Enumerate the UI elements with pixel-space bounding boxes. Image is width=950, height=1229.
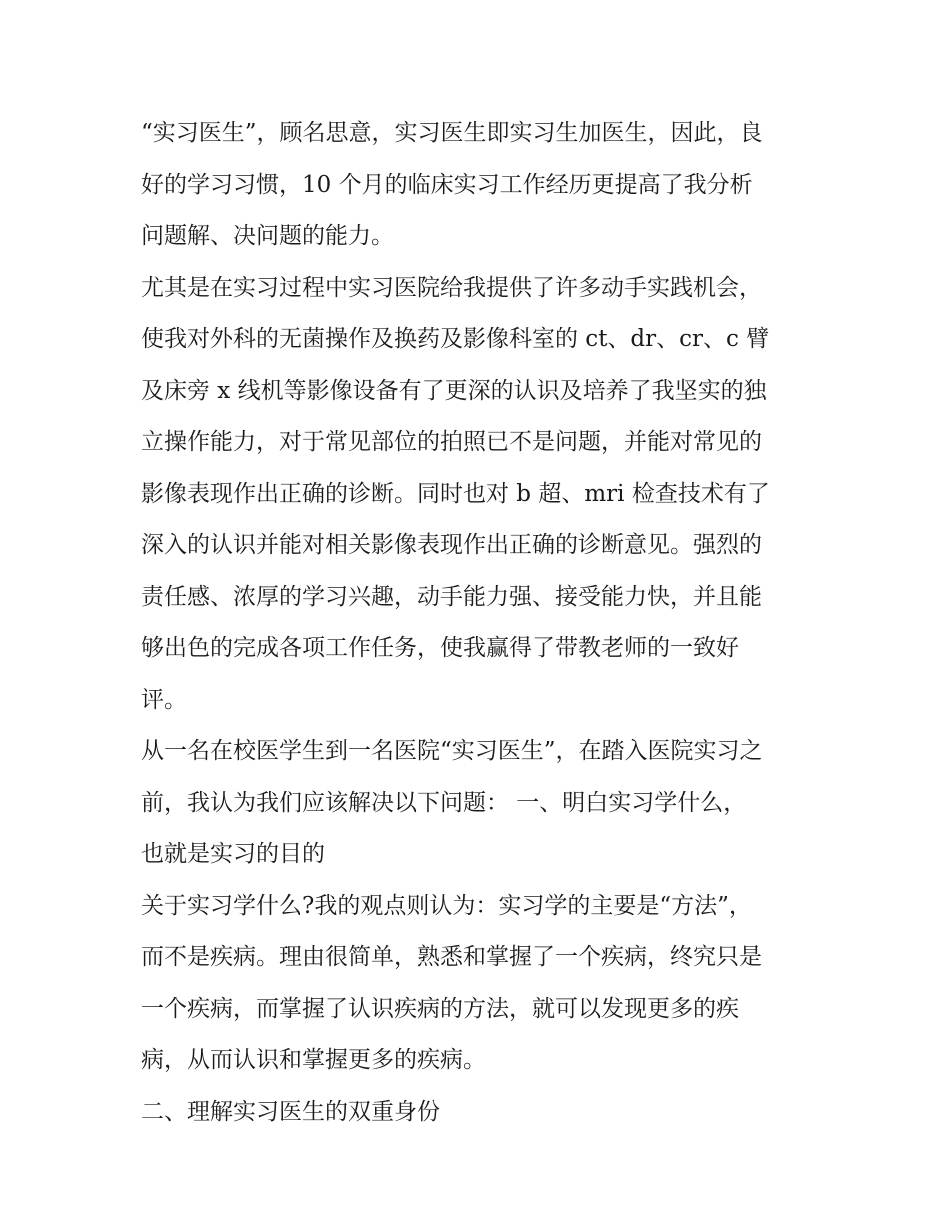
text-line: 而不是疾病。理由很简单，熟悉和掌握了一个疾病，终究只是 (141, 944, 762, 970)
text-line: 关于实习学什么?我的观点则认为：实习学的主要是“方法”， (141, 892, 752, 919)
text-line: 及床旁 x 线机等影像设备有了更深的认识及培养了我坚实的独 (141, 377, 767, 404)
text-line: 从一名在校医学生到一名医院“实习医生”，在踏入医院实习之 (141, 738, 763, 764)
text-line: 评。 (141, 686, 187, 713)
text-line: 前，我认为我们应该解决以下问题： 一、明白实习学什么， (141, 789, 747, 816)
text-line: 责任感、浓厚的学习兴趣，动手能力强、接受能力快，并且能 (141, 583, 762, 610)
body-text (141, 108, 821, 1138)
text-line: 一个疾病，而掌握了认识疾病的方法，就可以发现更多的疾 (141, 995, 739, 1022)
text-line: 使我对外科的无菌操作及换药及影像科室的 ct、dr、cr、c 臂 (141, 326, 770, 352)
text-line: “实习医生”，顾名思意，实习医生即实习生加医生，因此，良 (141, 120, 763, 146)
text-line: 好的学习习惯，10 个月的临床实习工作经历更提高了我分析 (141, 171, 753, 198)
text-line: 病，从而认识和掌握更多的疾病。 (141, 1047, 486, 1073)
text-line: 尤其是在实习过程中实习医院给我提供了许多动手实践机会， (141, 274, 762, 301)
text-line: 深入的认识并能对相关影像表现作出正确的诊断意见。强烈的 (141, 532, 762, 558)
text-line: 立操作能力，对于常见部位的拍照已不是问题，并能对常见的 (141, 429, 762, 455)
text-line: 够出色的完成各项工作任务，使我赢得了带教老师的一致好 (141, 635, 739, 661)
text-line: 问题解、决问题的能力。 (141, 223, 394, 249)
text-line: 也就是实习的目的 (141, 841, 325, 867)
text-line: 二、理解实习医生的双重身份 (141, 1098, 440, 1125)
text-line: 影像表现作出正确的诊断。同时也对 b 超、mri 检查技术有了 (141, 480, 770, 507)
